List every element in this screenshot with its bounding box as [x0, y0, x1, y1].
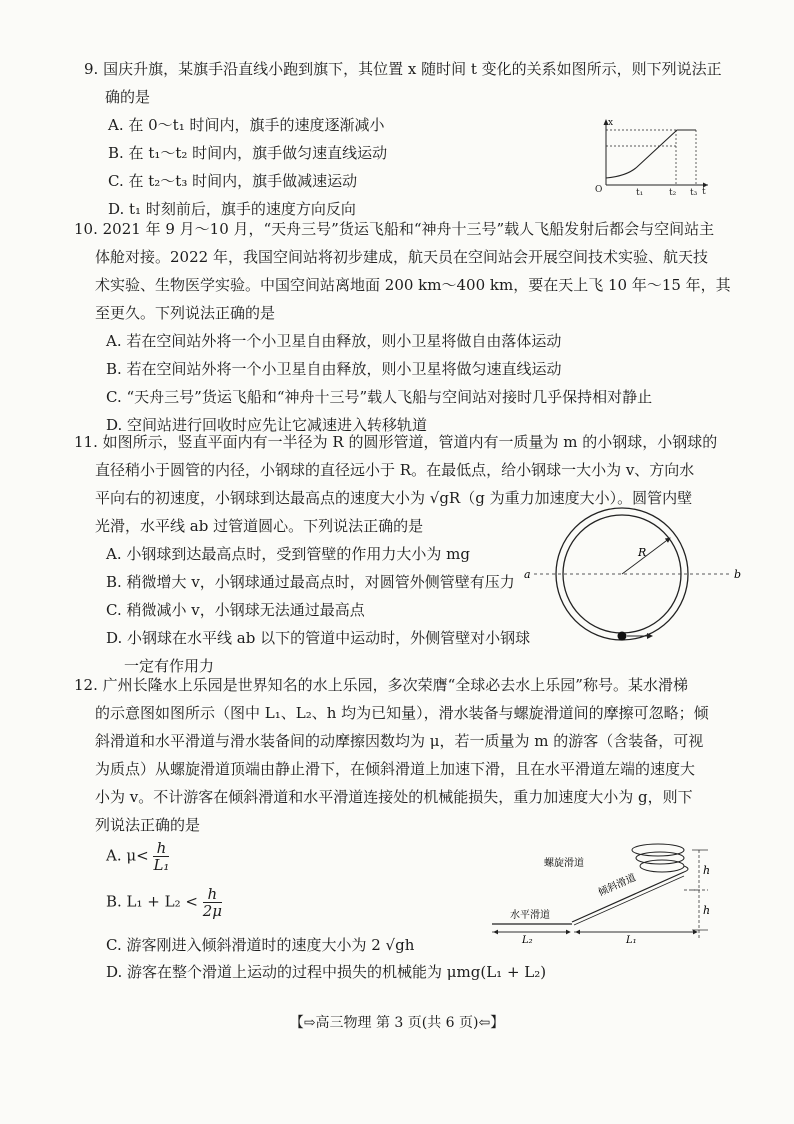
q9-t-axis-label: t — [702, 187, 706, 196]
q11-stem-line: 平向右的初速度，小钢球到达最高点的速度大小为 √gR（g 为重力加速度大小）。圆管内壁 — [95, 489, 693, 507]
page-footer: 【⇨高三物理 第 3 页(共 6 页)⇦】 — [289, 1015, 505, 1031]
q12-option-b-denominator: 2μ — [202, 902, 223, 920]
q12-incline-label: 倾斜滑道 — [596, 872, 638, 899]
q12-option-d: D. 游客在整个滑道上运动的过程中损失的机械能为 μmg(L₁ + L₂) — [106, 963, 547, 981]
q11-option-d: D. 小钢球在水平线 ab 以下的管道中运动时，外侧管壁对小钢球 — [106, 629, 531, 647]
q9-x-axis-label: x — [608, 118, 614, 128]
q12-stem-line: 列说法正确的是 — [95, 816, 201, 834]
q12-option-a-prefix: A. μ< — [106, 846, 149, 865]
q11-label-a: a — [524, 568, 531, 581]
q10-option-a: A. 若在空间站外将一个小卫星自由释放，则小卫星将做自由落体运动 — [106, 332, 562, 350]
q11-stem-line: 11. 如图所示，竖直平面内有一半径为 R 的圆形管道，管道内有一质量为 m 的小钢球，小钢球的 — [74, 433, 718, 451]
q11-option-a: A. 小钢球到达最高点时，受到管壁的作用力大小为 mg — [106, 545, 470, 563]
question-12 — [74, 671, 725, 839]
q10-stem-line: 10. 2021 年 9 月～10 月，“天舟三号”货运飞船和“神舟十三号”载人飞船发射后都会与空间站主 — [74, 220, 715, 238]
q11-circular-pipe-figure — [520, 505, 750, 655]
q9-option-c: C. 在 t₂～t₃ 时间内，旗手做减速运动 — [108, 172, 358, 190]
question-10 — [74, 215, 731, 439]
q9-stem-line: 确的是 — [105, 88, 151, 106]
q9-tick-t2: t₂ — [669, 188, 677, 196]
q9-option-d: D. t₁ 时刻前后，旗手的速度方向反向 — [108, 200, 356, 218]
q9-origin-label: O — [595, 185, 603, 195]
q10-stem-line: 至更久。下列说法正确的是 — [95, 304, 276, 322]
q10-option-c: C. “天舟三号”货运飞船和“神舟十三号”载人飞船与空间站对接时几乎保持相对静止 — [106, 388, 653, 406]
q9-position-time-graph — [592, 116, 712, 196]
q12-horizontal-label: 水平滑道 — [510, 910, 550, 921]
q12-spiral-label: 螺旋滑道 — [544, 858, 584, 869]
q9-stem-line: 9. 国庆升旗，某旗手沿直线小跑到旗下，其位置 x 随时间 t 变化的关系如图所示，则下列说法正 — [84, 60, 722, 78]
q10-stem-line: 体舱对接。2022 年，我国空间站将初步建成，航天员在空间站会开展空间技术实验、航天技 — [95, 248, 708, 266]
q12-stem-line: 12. 广州长隆水上乐园是世界知名的水上乐园，多次荣膺“全球必去水上乐园”称号。某水滑梯 — [74, 676, 688, 694]
q12-option-b-prefix: B. L₁ + L₂ < — [106, 892, 198, 911]
q9-tick-t3: t₃ — [690, 188, 698, 196]
q12-h-lower: h — [703, 904, 711, 917]
q12-h-upper: h — [703, 864, 711, 877]
q12-option-a — [106, 840, 169, 873]
q12-L2-label: L₂ — [522, 935, 533, 946]
q11-option-d-continued: 一定有作用力 — [124, 657, 215, 675]
q9-option-a: A. 在 0～t₁ 时间内，旗手的速度逐渐减小 — [108, 116, 385, 134]
q12-L1-label: L₁ — [626, 935, 637, 946]
q11-label-R: R — [638, 546, 647, 559]
q11-steel-ball — [618, 632, 627, 641]
q10-stem-line: 术实验、生物医学实验。中国空间站离地面 200 km～400 km，要在天上飞 10 年～15 年，其 — [95, 276, 731, 294]
q11-stem-line: 光滑，水平线 ab 过管道圆心。下列说法正确的是 — [95, 517, 424, 535]
q11-option-b: B. 稍微增大 v，小钢球通过最高点时，对圆管外侧管壁有压力 — [106, 573, 515, 591]
q12-stem-line: 小为 v。不计游客在倾斜滑道和水平滑道连接处的机械能损失，重力加速度大小为 g，则下 — [95, 788, 693, 806]
q12-water-slide-figure — [486, 838, 726, 946]
q12-option-b-numerator: h — [203, 886, 222, 903]
q11-label-b: b — [734, 568, 742, 581]
q9-tick-t1: t₁ — [636, 188, 644, 196]
q12-stem-line: 斜滑道和水平滑道与滑水装备间的动摩擦因数均为 μ，若一质量为 m 的游客（含装备，可视 — [95, 732, 704, 750]
q12-option-a-denominator: L₁ — [153, 856, 170, 874]
q12-option-a-numerator: h — [153, 840, 169, 857]
q11-stem-line: 直径稍小于圆管的内径，小钢球的直径远小于 R。在最低点，给小钢球一大小为 v、方向水 — [95, 461, 695, 479]
q12-option-c: C. 游客刚进入倾斜滑道时的速度大小为 2 √gh — [106, 936, 415, 954]
q12-stem-line: 为质点）从螺旋滑道顶端由静止滑下，在倾斜滑道上加速下滑，且在水平滑道左端的速度大 — [95, 760, 696, 778]
q11-option-c: C. 稍微减小 v，小钢球无法通过最高点 — [106, 601, 365, 619]
q12-stem-line: 的示意图如图所示（图中 L₁、L₂、h 均为已知量），滑水装备与螺旋滑道间的摩擦可忽略；倾 — [95, 704, 709, 722]
q10-option-b: B. 若在空间站外将一个小卫星自由释放，则小卫星将做匀速直线运动 — [106, 360, 562, 378]
q12-option-b — [106, 886, 222, 919]
q9-option-b: B. 在 t₁～t₂ 时间内，旗手做匀速直线运动 — [108, 144, 388, 162]
q10-option-d: D. 空间站进行回收时应先让它减速进入转移轨道 — [106, 416, 428, 434]
